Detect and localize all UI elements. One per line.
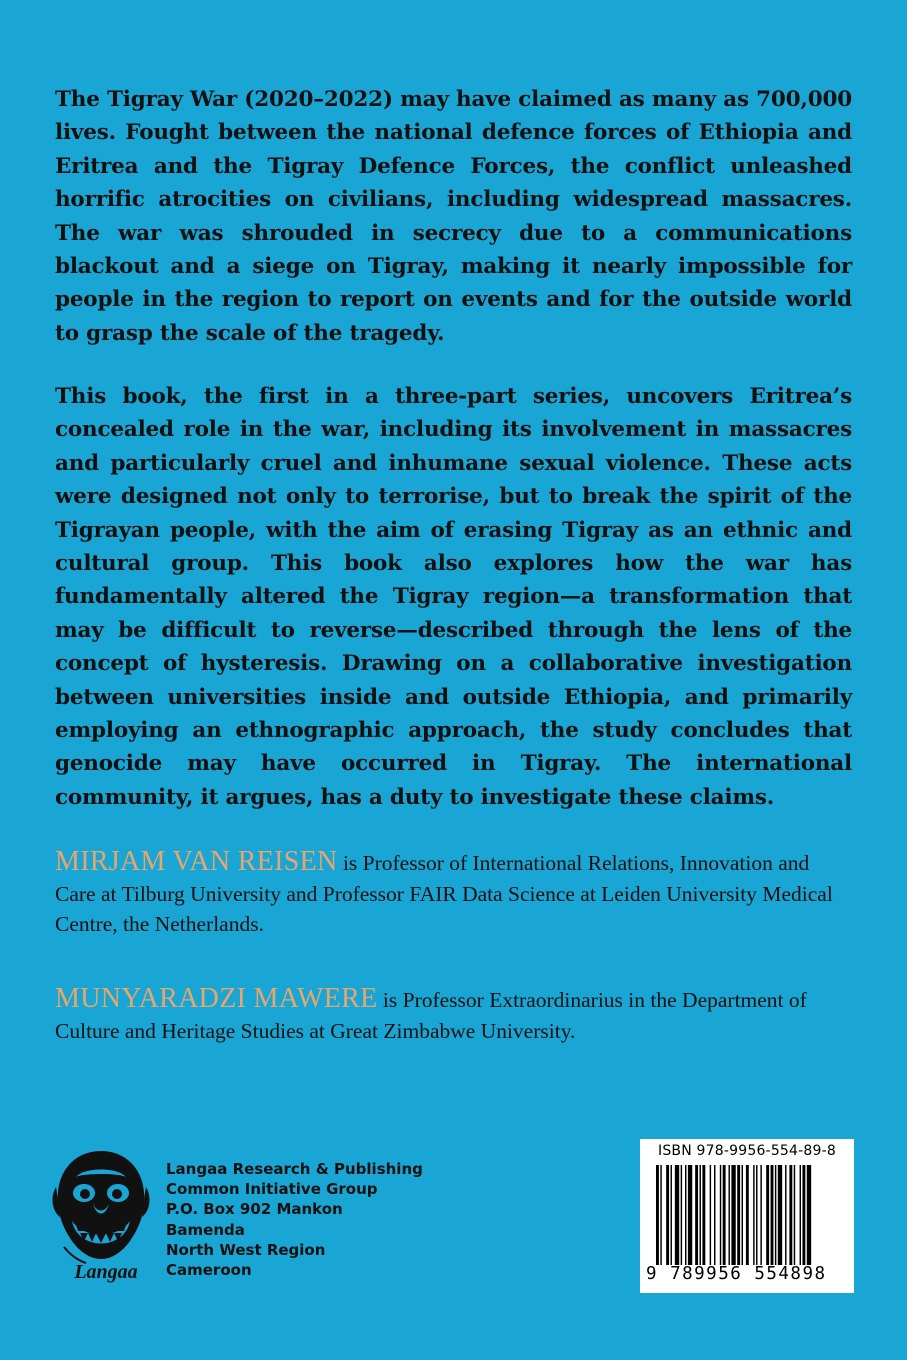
barcode-bar (778, 1165, 782, 1265)
author-name-2: MUNYARADZI MAWERE (55, 983, 378, 1014)
barcode-bar (746, 1165, 749, 1265)
address-line: Cameroon (166, 1261, 252, 1280)
barcode-bar (802, 1165, 805, 1265)
barcode-bar (671, 1165, 672, 1265)
barcode-bar (666, 1165, 669, 1265)
author-bio-text-2: is Professor Extraordinarius in the Department of Culture and Heritage Studies at Great Zimbabwe University. (55, 988, 807, 1043)
barcode-bar (789, 1165, 792, 1265)
barcode-bar (775, 1165, 776, 1265)
address-line: Langaa Research & Publishing (166, 1160, 423, 1178)
barcode-bar (756, 1165, 757, 1265)
barcode-bar (656, 1165, 659, 1265)
logo-wordmark: Langaa (74, 1261, 138, 1283)
barcode-bar (695, 1165, 698, 1265)
address-line: North West Region (166, 1240, 326, 1259)
publisher-logo (46, 1147, 156, 1287)
barcode-bar (700, 1165, 701, 1265)
barcode-bars (652, 1165, 842, 1269)
barcode-bar (731, 1165, 735, 1265)
barcode-bar (753, 1165, 754, 1265)
barcode-bar (660, 1165, 661, 1265)
barcode-bar (800, 1165, 801, 1265)
address-line: Bamenda (166, 1220, 245, 1239)
barcode-bar (760, 1165, 761, 1265)
isbn-barcode (640, 1139, 854, 1293)
address-line: Common Initiative Group (166, 1180, 378, 1199)
blurb-paragraph-2: This book, the first in a three-part series, uncovers Eritrea’s concealed role in the war, including its involvement in massacres and particularly cruel and inhumane sexual violence. These acts were designed not only to terrorise, but to break the spirit of the Tigrayan people, with the aim of erasing Tigray as an ethnic and cultural group. This book also explores how the war has fundamentally altered the Tigray region—a transformation that may be difficult to reverse—described through the lens of the concept of hysteresis. Drawing on a collaborative investigation between universities inside and outside Ethiopia, and primarily employing an ethnographic approach, the study concludes that genocide may have occurred in Tigray. The international community, it argues, has a duty to investigate these claims. (55, 384, 852, 810)
barcode-bar (675, 1165, 679, 1265)
barcode-bar (737, 1165, 740, 1265)
author-bio-1 (55, 847, 855, 940)
blurb-paragraph-1: The Tigray War (2020–2022) may have claimed as many as 700,000 lives. Fought between the national defence forces of Ethiopia and Eritrea and the Tigray Defence Forces, the conflict unleashed horrific atrocities on civilians, including widespread massacres. The war was shrouded in secrecy due to a communications blackout and a siege on Tigray, making it nearly impossible for people in the region to report on events and for the outside world to grasp the scale of the tragedy. (55, 87, 852, 346)
barcode-bar (742, 1165, 743, 1265)
publisher-address (166, 1159, 423, 1280)
barcode-bar (766, 1165, 769, 1265)
isbn-label: ISBN 978-9956-554-89-8 (658, 1143, 836, 1159)
barcode-bar (720, 1165, 721, 1265)
barcode-bar (685, 1165, 686, 1265)
barcode-bar (807, 1165, 811, 1265)
barcode-bar (710, 1165, 711, 1265)
barcode-bar (714, 1165, 715, 1265)
barcode-bar (681, 1165, 682, 1265)
barcode-bar (723, 1165, 726, 1265)
author-bio-text-1: is Professor of International Relations, Innovation and Care at Tilburg University and Professor FAIR Data Science at Leiden University Medical Centre, the Netherlands. (55, 851, 833, 936)
author-bio-2 (55, 984, 855, 1046)
barcode-bar (729, 1165, 730, 1265)
barcode-bar (794, 1165, 795, 1265)
barcode-bar (785, 1165, 786, 1265)
barcode-bar (771, 1165, 774, 1265)
address-line: P.O. Box 902 Mankon (166, 1200, 343, 1219)
author-name-1: MIRJAM VAN REISEN (55, 846, 338, 877)
barcode-bar (688, 1165, 692, 1265)
ean-digits: 9 789956 554898 (646, 1264, 827, 1284)
barcode-bar (702, 1165, 705, 1265)
